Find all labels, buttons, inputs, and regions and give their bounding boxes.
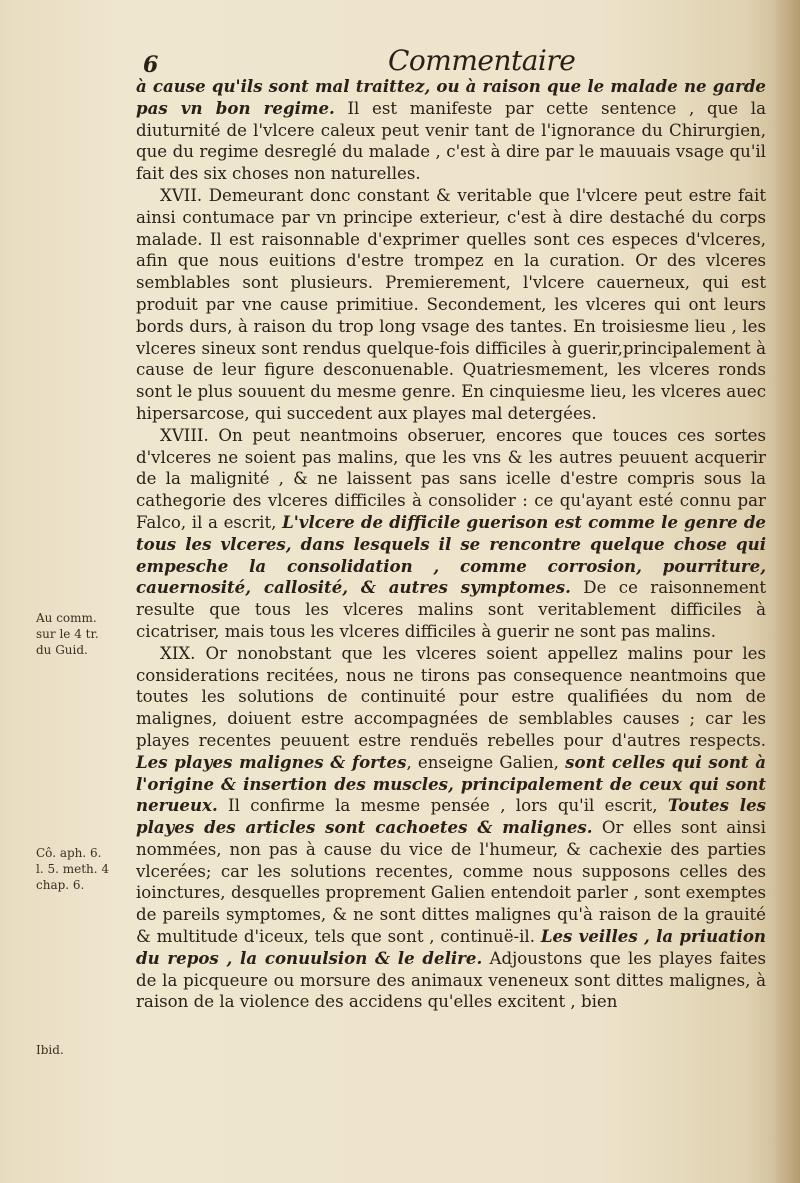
- paragraph-xviii: [136, 425, 766, 643]
- paragraph: [136, 76, 766, 185]
- text-run: , enseigne Galien,: [406, 752, 566, 772]
- margin-note-line: Au comm.: [36, 611, 97, 625]
- margin-note: [36, 610, 126, 658]
- text-run: Or elles sont ainsi nommées, non pas à cause du vice de l'humeur, & cachexie des parties vlcerées; car les solutions recentes, comme nous supposons celles des ioinctures, desquelles proprement Galien entendoit parler , sont exemptes de pareils symptomes, & ne sont dittes malignes qu'à raison de la grauité & multitude d'iceux, tels que sont , continuë-il.: [136, 818, 766, 947]
- text-run: Il confirme la mesme pensée , lors qu'il escrit,: [217, 796, 668, 816]
- page-edge-shadow: [772, 0, 800, 1183]
- italic-quote: Toutes les playes des articles sont cachoetes & malignes.: [136, 795, 766, 838]
- text-run: XIX. Or nonobstant que les vlceres soient appellez malins pour les considerations recitées, nous ne tirons pas consequence neantmoins que toutes les solutions de continuité pour estre qualifiées du nom de malignes, doiuent estre accompagnées de semblables causes ; car les playes recentes peuuent estre renduës rebelles pour d'autres respects.: [136, 643, 766, 750]
- margin-note-line: Ibid.: [36, 1043, 64, 1057]
- italic-quote: sont celles qui sont à l'origine & insertion des muscles, principalement de ceux qui sont nerueux.: [136, 751, 766, 816]
- text-run: XVII. Demeurant donc constant & veritable que l'vlcere peut estre fait ainsi contumace par vn principe exterieur, c'est à dire destaché du corps malade. Il est raisonnable d'exprimer quelles sont ces especes d'vlceres, afin que nous euitions d'estre trompez en la curation. Or des vlceres semblables sont plusieurs. Premierement, l'vlcere cauerneux, qui est produit par vne cause primitiue. Secondement, les vlceres qui ont leurs bords durs, à raison du trop long vsage des tantes. En troisiesme lieu , les vlceres sineux sont rendus quelque-fois difficiles à guerir,principalement à cause de leur figure desconuenable. Quatriesmement, les vlceres ronds sont le plus souuent du mesme genre. En cinquiesme lieu, les vlceres auec hipersarcose, qui succedent aux playes mal detergées.: [136, 185, 766, 423]
- text-run: XVIII. On peut neantmoins obseruer, encores que touces ces sortes d'vlceres ne soient pas malins, que les vns & les autres peuuent acquerir de la malignité , & ne laissent pas sans icelle d'estre compris sous la cathegorie des vlceres difficiles à consolider : ce qu'ayant esté connu par Falco, il a escrit,: [136, 425, 766, 532]
- margin-note: [36, 845, 126, 893]
- margin-note-line: chap. 6.: [36, 878, 85, 892]
- margin-note-line: l. 5. meth. 4: [36, 862, 110, 876]
- paragraph-xvii: [136, 185, 766, 425]
- text-run: De ce raisonnement resulte que tous les vlceres malins sont veritablement difficiles à cicatriser, mais tous les vlceres difficiles à guerir ne sont pas malins.: [136, 578, 767, 641]
- italic-quote: à cause qu'ils sont mal traittez, ou à raison que le malade ne garde pas vn bon regime.: [136, 76, 766, 118]
- italic-quote: Les playes malignes & fortes: [136, 751, 407, 772]
- page-number: 6: [143, 52, 159, 78]
- paragraph-xix: [136, 643, 766, 1014]
- main-text: [136, 76, 766, 1013]
- running-title: Commentaire: [388, 44, 576, 77]
- text-run: Adjoustons que les playes faites de la picqueure ou morsure des animaux veneneux sont dittes malignes, à raison de la violence des accidens qu'elles excitent , bien: [136, 948, 766, 1012]
- text-run: Il est manifeste par cette sentence , que la diuturnité de l'vlcere caleux peut venir tant de l'ignorance du Chirurgien, que du regime desreglé du malade , c'est à dire par le mauuais vsage qu'il fait des six choses non naturelles.: [136, 98, 767, 184]
- italic-quote: L'vlcere de difficile guerison est comme le genre de tous les vlceres, dans lesquels il se rencontre quelque chose qui empesche la consolidation , comme corrosion, pourriture, cauernosité, callosité, & autres symptomes.: [136, 511, 766, 598]
- margin-note-line: du Guid.: [36, 643, 88, 657]
- margin-note-line: sur le 4 tr.: [36, 627, 99, 641]
- margin-note-line: Cô. aph. 6.: [36, 846, 102, 860]
- italic-quote: Les veilles , la priuation du repos , la conuulsion & le delire.: [136, 926, 766, 968]
- margin-note: [36, 1042, 126, 1058]
